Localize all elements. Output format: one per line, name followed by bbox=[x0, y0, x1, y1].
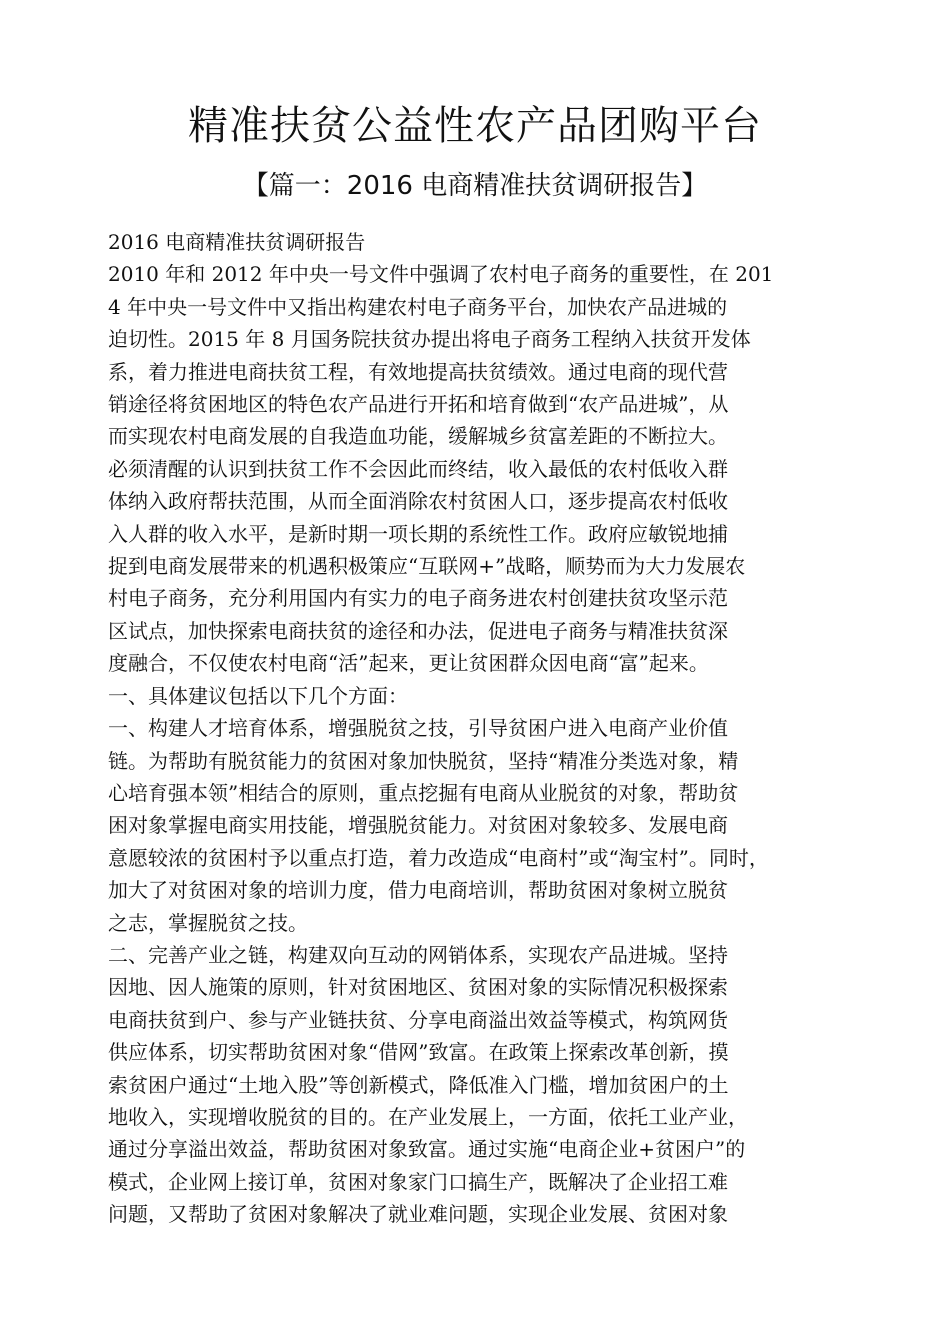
body-line: 捉到电商发展带来的机遇积极策应“互联网+”战略，顺势而为大力发展农 bbox=[108, 554, 746, 579]
body-line: 模式，企业网上接订单，贫困对象家门口搞生产，既解决了企业招工难 bbox=[108, 1169, 728, 1194]
body-line: 意愿较浓的贫困村予以重点打造，着力改造成“电商村”或“淘宝村”。同时， bbox=[108, 845, 769, 870]
body-line: 一、构建人才培育体系，增强脱贫之技，引导贫困户进入电商产业价值 bbox=[108, 716, 728, 741]
body-line: 体纳入政府帮扶范围，从而全面消除农村贫困人口，逐步提高农村低收 bbox=[108, 489, 728, 514]
body-line: 2010 年和 2012 年中央一号文件中强调了农村电子商务的重要性，在 201 bbox=[108, 262, 774, 287]
body-line: 电商扶贫到户、参与产业链扶贫、分享电商溢出效益等模式，构筑网货 bbox=[108, 1007, 728, 1032]
body-line: 通过分享溢出效益，帮助贫困对象致富。通过实施“电商企业+贫困户”的 bbox=[108, 1137, 746, 1162]
body-line: 必须清醒的认识到扶贫工作不会因此而终结，收入最低的农村低收入群 bbox=[108, 456, 728, 481]
body-line: 入人群的收入水平，是新时期一项长期的系统性工作。政府应敏锐地捕 bbox=[108, 521, 728, 546]
body-line: 地收入，实现增收脱贫的目的。在产业发展上，一方面，依托工业产业， bbox=[108, 1104, 748, 1129]
body-line: 加大了对贫困对象的培训力度，借力电商培训，帮助贫困对象树立脱贫 bbox=[108, 878, 728, 903]
body-line: 4 年中央一号文件中又指出构建农村电子商务平台，加快农产品进城的 bbox=[108, 294, 728, 319]
body-line: 困对象掌握电商实用技能，增强脱贫能力。对贫困对象较多、发展电商 bbox=[108, 813, 728, 838]
body-line: 系，着力推进电商扶贫工程，有效地提高扶贫绩效。通过电商的现代营 bbox=[108, 359, 728, 384]
body-line: 2016 电商精准扶贫调研报告 bbox=[108, 230, 366, 254]
body-line: 村电子商务，充分利用国内有实力的电子商务进农村创建扶贫攻坚示范 bbox=[108, 586, 728, 611]
document-title: 精准扶贫公益性农产品团购平台 bbox=[188, 103, 762, 149]
body-line: 二、完善产业之链，构建双向互动的网销体系，实现农产品进城。坚持 bbox=[108, 942, 728, 967]
body-line: 度融合，不仅使农村电商“活”起来，更让贫困群众因电商“富”起来。 bbox=[108, 651, 709, 676]
body-line: 区试点，加快探索电商扶贫的途径和办法，促进电子商务与精准扶贫深 bbox=[108, 618, 728, 643]
body-line: 一、具体建议包括以下几个方面： bbox=[108, 683, 408, 708]
body-line: 而实现农村电商发展的自我造血功能，缓解城乡贫富差距的不断拉大。 bbox=[108, 424, 728, 449]
document-subtitle: 【篇一：2016 电商精准扶贫调研报告】 bbox=[242, 171, 708, 201]
body-line: 链。为帮助有脱贫能力的贫困对象加快脱贫，坚持“精准分类选对象，精 bbox=[108, 748, 739, 773]
body-line: 因地、因人施策的原则，针对贫困地区、贫困对象的实际情况积极探索 bbox=[108, 975, 728, 1000]
body-line: 心培育强本领”相结合的原则，重点挖掘有电商从业脱贫的对象，帮助贫 bbox=[108, 780, 739, 805]
body-line: 索贫困户通过“土地入股”等创新模式，降低准入门槛，增加贫困户的土 bbox=[108, 1072, 729, 1097]
body-line: 供应体系，切实帮助贫困对象“借网”致富。在政策上探索改革创新，摸 bbox=[108, 1040, 729, 1065]
body-line: 迫切性。2015 年 8 月国务院扶贫办提出将电子商务工程纳入扶贫开发体 bbox=[108, 327, 751, 352]
document-body bbox=[108, 226, 858, 1231]
body-line: 销途径将贫困地区的特色农产品进行开拓和培育做到“农产品进城”，从 bbox=[108, 392, 729, 417]
body-line: 问题，又帮助了贫困对象解决了就业难问题，实现企业发展、贫困对象 bbox=[108, 1202, 728, 1227]
body-line: 之志，掌握脱贫之技。 bbox=[108, 910, 308, 935]
